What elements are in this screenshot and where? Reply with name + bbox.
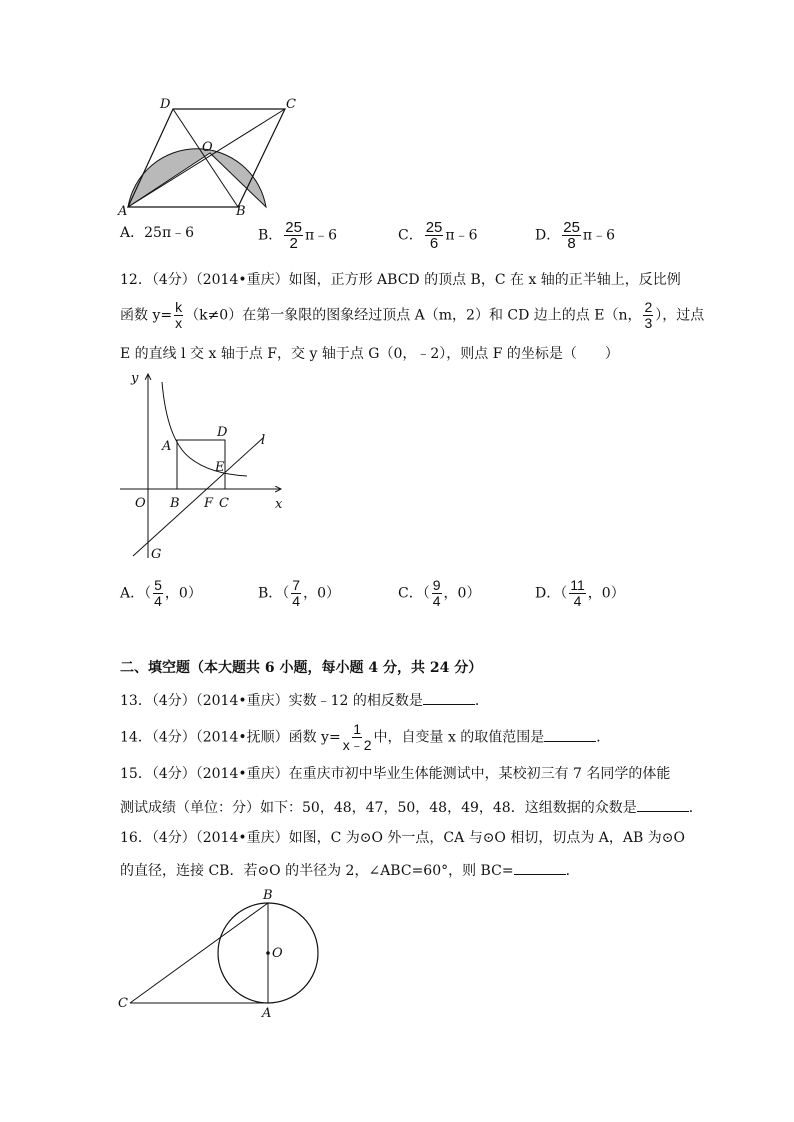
label-g: G — [151, 547, 162, 562]
option-letter: D． — [535, 585, 561, 602]
fraction-1-over-x-minus-2: $\frac{1}{x﹣2}$ — [342, 721, 372, 753]
option-tail: π﹣6 — [582, 227, 616, 244]
q12-option-b[interactable]: B．（ $\frac{7}{4}$ ，0） — [258, 577, 341, 609]
option-tail: π﹣6 — [445, 227, 478, 244]
fraction: $\frac{7}{4}$ — [292, 577, 301, 609]
q15-line2: 测试成绩（单位：分）如下：50，48，47，50，48，49，48．这组数据的众数是 ． — [120, 797, 703, 818]
option-text: 25π﹣6 — [144, 225, 195, 241]
label-y: y — [131, 371, 139, 386]
label-b: B — [170, 496, 180, 511]
fraction: $\frac{25}{8}$ — [563, 219, 580, 252]
answer-blank[interactable] — [544, 727, 596, 742]
label-e: E — [215, 460, 225, 475]
label-a: A — [162, 439, 172, 454]
q11-option-d[interactable] — [535, 220, 615, 251]
label-a: A — [262, 1006, 272, 1020]
section-2-heading: 二、填空题（本大题共 6 小题，每小题 4 分，共 24 分） — [120, 660, 483, 676]
fraction: $\frac{11}{4}$ — [570, 577, 585, 609]
option-letter: D． — [535, 227, 561, 244]
option-tail: π﹣6 — [304, 227, 338, 244]
fraction: $\frac{9}{4}$ — [432, 577, 441, 609]
label-c: C — [118, 996, 128, 1011]
label-d: D — [160, 97, 171, 112]
fraction-2-over-3: $\frac{2}{3}$ — [644, 299, 653, 331]
hyperbola — [162, 382, 247, 476]
q16-line1: 16．（4分）（2014•重庆）如图，C 为⊙O 外一点，CA 与⊙O 相切，切点为 A，AB 为⊙O — [120, 830, 685, 846]
option-letter: A． — [120, 225, 145, 241]
q12-option-c[interactable]: C．（ $\frac{9}{4}$ ，0） — [398, 577, 481, 609]
label-l: l — [261, 433, 266, 448]
q12-option-a[interactable]: A．（ $\frac{5}{4}$ ，0） — [120, 577, 202, 609]
option-letter: B． — [258, 227, 283, 244]
option-letter: C． — [398, 227, 423, 244]
label-b: B — [263, 888, 273, 903]
fraction: $\frac{25}{2}$ — [285, 219, 302, 252]
answer-blank[interactable] — [423, 690, 475, 705]
segment-cb — [130, 903, 268, 1003]
q11-option-c[interactable] — [398, 220, 478, 251]
label-o: O — [202, 140, 213, 155]
option-letter: B． — [258, 585, 283, 602]
label-o: O — [272, 946, 283, 961]
figure-q16-circle — [112, 885, 332, 1020]
option-letter: A． — [120, 585, 145, 602]
fraction: $\frac{5}{4}$ — [154, 577, 162, 609]
label-c: C — [286, 97, 296, 112]
label-b: B — [236, 204, 246, 219]
q15-line1: 15．（4分）（2014•重庆）在重庆市初中毕业生体能测试中，某校初三有 7 名同学的体能 — [120, 766, 671, 782]
q16-line2: 的直径，连接 CB．若⊙O 的半径为 2，∠ABC=60°，则 BC= ． — [120, 860, 580, 881]
answer-blank[interactable] — [637, 797, 689, 812]
fraction: $\frac{25}{6}$ — [425, 219, 443, 252]
q12-option-d[interactable]: D．（ $\frac{11}{4}$ ，0） — [535, 577, 625, 609]
label-d: D — [217, 425, 228, 440]
line-l — [133, 438, 263, 556]
label-f: F — [204, 496, 214, 511]
label-c: C — [219, 496, 229, 511]
q14: 14．（4分）（2014•抚顺）函数 y= $\frac{1}{x﹣2}$ 中，自变量 x 的取值范围是 ． — [120, 721, 611, 753]
q13: 13．（4分）（2014•重庆）实数﹣12 的相反数是 ． — [120, 690, 489, 711]
q11-option-a[interactable] — [120, 222, 194, 242]
center-dot — [266, 951, 270, 955]
label-o: O — [135, 496, 146, 511]
q12-line3: E 的直线 l 交 x 轴于点 F，交 y 轴于点 G（0，﹣2），则点 F 的坐标是（ ） — [120, 346, 619, 362]
option-letter: C． — [398, 585, 423, 602]
shaded-region — [128, 149, 266, 207]
answer-blank[interactable] — [514, 860, 566, 875]
figure-q12-graph — [115, 368, 290, 563]
q12-line1: 12．（4分）（2014•重庆）如图，正方形 ABCD 的顶点 B，C 在 x 轴的正半轴上，反比例 — [120, 272, 681, 288]
q12-line2: 函数 y= $\frac{k}{x}$ （k≠0）在第一象限的图象经过顶点 A（m，2）和 CD 边上的点 E（n， $\frac{2}{3}$ ），过点 — [120, 299, 705, 331]
q11-option-b[interactable] — [258, 220, 337, 251]
fraction-k-over-x: $\frac{k}{x}$ — [175, 299, 183, 331]
label-x: x — [275, 497, 283, 512]
figure-q11-rhombus — [110, 95, 310, 220]
label-a: A — [118, 204, 128, 219]
